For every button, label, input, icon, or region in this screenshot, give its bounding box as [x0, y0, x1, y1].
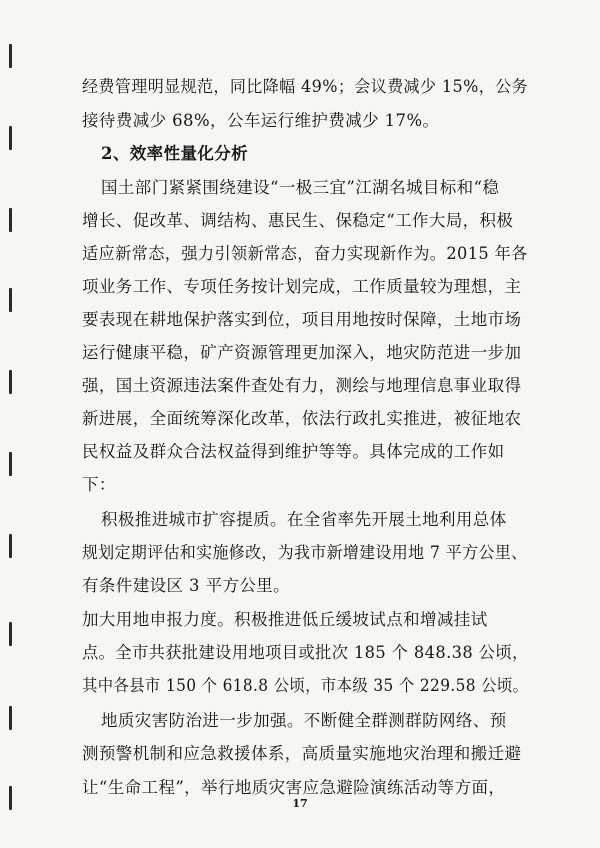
text-line: 规划定期评估和实施修改，为我市新增建设用地 7 平方公里、: [82, 543, 528, 562]
text-line: 下：: [82, 475, 116, 494]
binding-mark: [9, 452, 12, 476]
text-line: 其中各县市 150 个 618.8 公顷，市本级 35 个 229.58 公顷。: [82, 676, 529, 695]
binding-mark: [9, 126, 12, 150]
binding-mark: [9, 622, 12, 646]
page-number: 17: [292, 797, 308, 810]
binding-mark: [9, 534, 12, 558]
text-line: 接待费减少 68%，公车运行维护费减少 17%。: [82, 111, 440, 130]
text-line: 强，国土资源违法案件查处有力，测绘与地理信息事业取得: [82, 376, 522, 395]
text-line: 经费管理明显规范，同比降幅 49%；会议费减少 15%，公务: [82, 77, 528, 96]
text-line: 新进展，全面统筹深化改革，依法行政扎实推进，被征地农: [82, 409, 522, 428]
text-line: 加大用地申报力度。积极推进低丘缓坡试点和增减挂试: [82, 610, 488, 629]
text-line: 有条件建设区 3 平方公里。: [82, 576, 291, 595]
text-line: 要表现在耕地保护落实到位，项目用地按时保障，土地市场: [82, 310, 522, 329]
text-line: 运行健康平稳，矿产资源管理更加深入，地灾防范进一步加: [82, 343, 522, 362]
text-line: 增长、促改革、调结构、惠民生、保稳定“工作大局，积极: [82, 211, 514, 230]
text-line: 让“生命工程”，举行地质灾害应急避险演练活动等方面，: [82, 778, 506, 797]
text-line: 地质灾害防治进一步加强。不断健全群测群防网络、预: [101, 711, 507, 730]
text-line: 项业务工作、专项任务按计划完成，工作质量较为理想，主: [82, 277, 522, 296]
text-line: 国土部门紧紧围绕建设“一极三宜”江湖名城目标和“稳: [101, 178, 500, 197]
text-line: 测预警机制和应急救援体系，高质量实施地灾治理和搬迁避: [82, 744, 522, 763]
text-line: 积极推进城市扩容提质。在全省率先开展土地利用总体: [101, 510, 507, 529]
binding-mark: [9, 288, 12, 312]
binding-mark: [9, 44, 12, 68]
text-line: 适应新常态，强力引领新常态，奋力实现新作为。2015 年各: [82, 244, 528, 263]
text-line: 点。全市共获批建设用地项目或批次 185 个 848.38 公顷，: [82, 643, 529, 662]
binding-mark: [9, 370, 12, 394]
text-line: 民权益及群众合法权益得到维护等等。具体完成的工作如: [82, 442, 505, 461]
binding-mark: [9, 706, 12, 730]
section-heading: 2、效率性量化分析: [101, 144, 249, 163]
binding-mark: [9, 208, 12, 232]
